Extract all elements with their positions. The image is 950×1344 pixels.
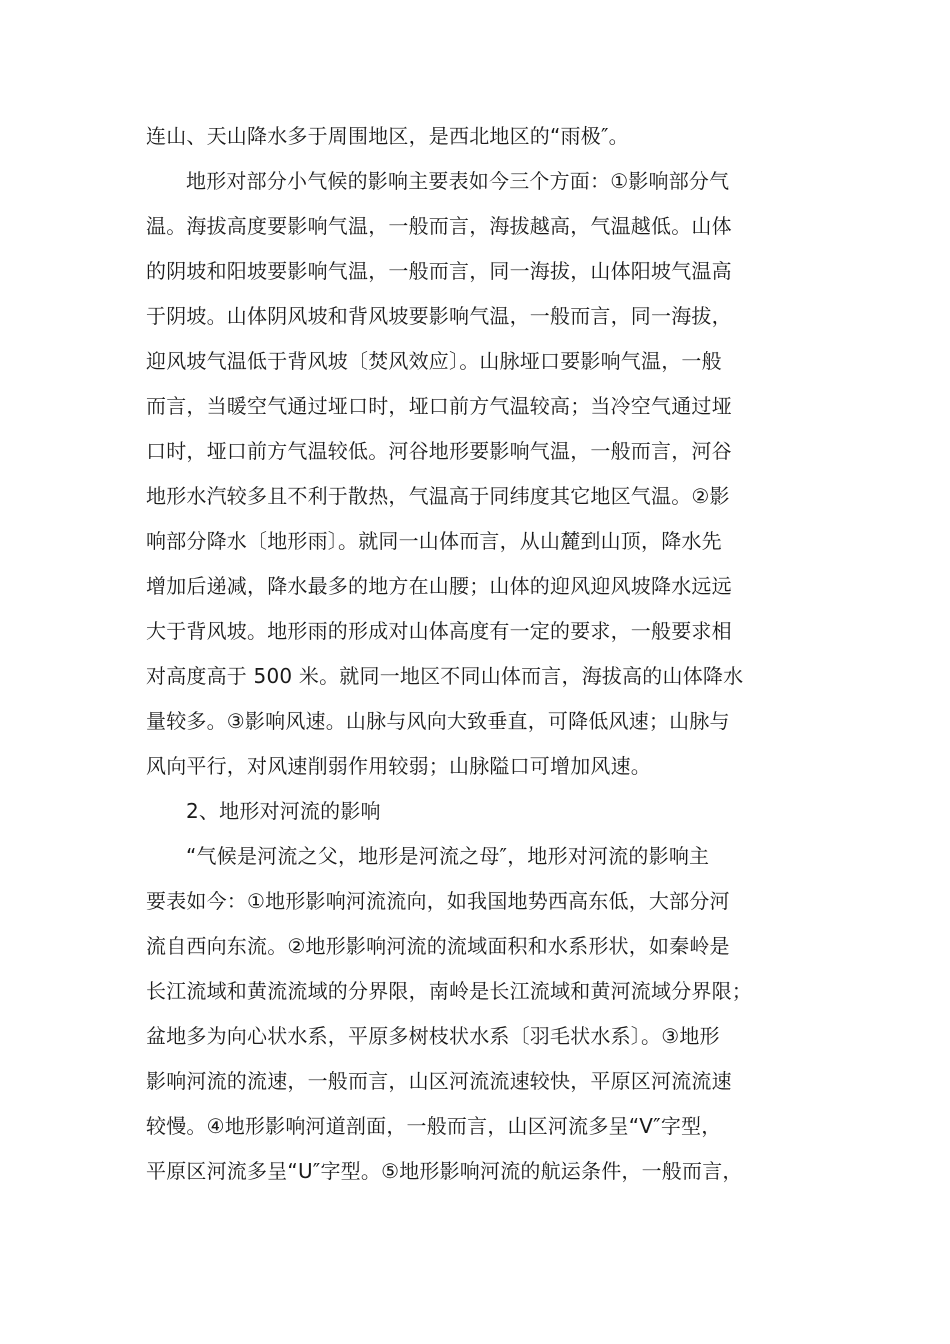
text-line: 风向平行，对风速削弱作用较弱；山脉隘口可增加风速。 <box>146 754 651 778</box>
text-line: 连山、天山降水多于周围地区，是西北地区的“雨极″。 <box>146 124 629 148</box>
text-line: 长江流域和黄流流域的分界限，南岭是长江流域和黄河流域分界限； <box>146 979 752 1003</box>
text-line: 迎风坡气温低于背风坡〔焚风效应〕。山脉垭口要影响气温，一般 <box>146 349 722 373</box>
text-line: 平原区河流多呈“U″字型。⑤地形影响河流的航运条件，一般而言， <box>146 1159 743 1183</box>
text-line: 的阴坡和阳坡要影响气温，一般而言，同一海拔，山体阳坡气温高 <box>146 259 732 283</box>
text-line: 口时，垭口前方气温较低。河谷地形要影响气温，一般而言，河谷 <box>146 439 732 463</box>
text-line: 地形水汽较多且不利于散热，气温高于同纬度其它地区气温。②影 <box>146 484 730 508</box>
paragraph-start-line: “气候是河流之父，地形是河流之母″，地形对河流的影响主 <box>186 844 710 868</box>
text-line: 温。海拔高度要影响气温，一般而言，海拔越高，气温越低。山体 <box>146 214 732 238</box>
text-line: 于阴坡。山体阴风坡和背风坡要影响气温，一般而言，同一海拔， <box>146 304 732 328</box>
section-heading: 2、地形对河流的影响 <box>186 799 381 823</box>
text-line: 增加后递减，降水最多的地方在山腰；山体的迎风迎风坡降水远远 <box>146 574 732 598</box>
paragraph-start-line: 地形对部分小气候的影响主要表如今三个方面：①影响部分气 <box>186 169 730 193</box>
text-line: 要表如今：①地形影响河流流向，如我国地势西高东低，大部分河 <box>146 889 730 913</box>
text-line: 流自西向东流。②地形影响河流的流域面积和水系形状，如秦岭是 <box>146 934 730 958</box>
text-line: 响部分降水〔地形雨〕。就同一山体而言，从山麓到山顶，降水先 <box>146 529 722 553</box>
text-line: 盆地多为向心状水系，平原多树枝状水系〔羽毛状水系〕。③地形 <box>146 1024 720 1048</box>
text-line: 量较多。③影响风速。山脉与风向大致垂直，可降低风速；山脉与 <box>146 709 730 733</box>
text-line: 影响河流的流速，一般而言，山区河流流速较快，平原区河流流速 <box>146 1069 732 1093</box>
text-line: 大于背风坡。地形雨的形成对山体高度有一定的要求，一般要求相 <box>146 619 732 643</box>
text-line: 较慢。④地形影响河道剖面，一般而言，山区河流多呈“V″字型， <box>146 1114 722 1138</box>
text-line: 而言，当暖空气通过垭口时，垭口前方气温较高；当冷空气通过垭 <box>146 394 732 418</box>
text-line: 对高度高于 500 米。就同一地区不同山体而言，海拔高的山体降水 <box>146 664 744 688</box>
